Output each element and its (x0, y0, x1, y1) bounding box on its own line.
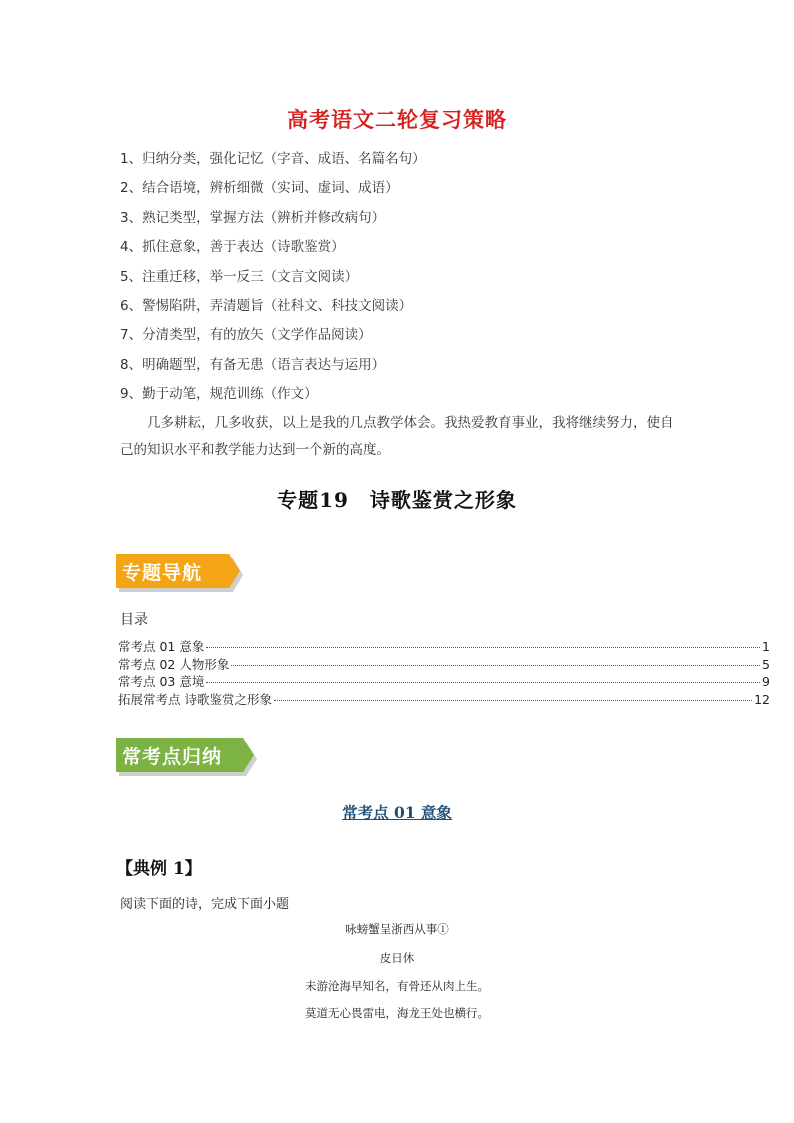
section-title[interactable]: 常考点 01 意象 (342, 803, 452, 822)
strategy-item: 2、结合语境，辨析细微（实词、虚词、成语） (120, 180, 399, 197)
toc-entry-page: 9 (762, 674, 770, 689)
strategy-item: 4、抓住意象，善于表达（诗歌鉴赏） (120, 239, 345, 256)
document-title: 高考语文二轮复习策略 (287, 108, 507, 132)
toc-entry[interactable] (118, 673, 770, 691)
banner-label: 专题导航 (122, 562, 203, 584)
toc-entry-page: 5 (762, 656, 770, 672)
strategy-list (120, 148, 426, 413)
toc-entry-label: 常考点 03 意境 (118, 674, 205, 689)
example-instruction: 阅读下面的诗，完成下面小题 (120, 897, 290, 912)
strategy-item: 9、勤于动笔，规范训练（作文） (120, 386, 318, 403)
toc-leader-dots (206, 647, 760, 648)
closing-paragraph (120, 410, 680, 464)
toc-leader-dots (206, 682, 760, 683)
strategy-item: 3、熟记类型，掌握方法（辨析并修改病句） (120, 209, 386, 226)
strategy-item: 7、分清类型，有的放矢（文学作品阅读） (120, 327, 372, 344)
strategy-item: 6、警惕陷阱，弄清题旨（社科文、科技文阅读） (120, 297, 413, 314)
strategy-item: 8、明确题型，有备无患（语言表达与运用） (120, 356, 386, 373)
banner-label: 常考点归纳 (122, 746, 223, 768)
toc-entry-page: 1 (762, 639, 770, 654)
topic-nav-banner (116, 553, 246, 589)
toc-entry[interactable] (118, 638, 770, 656)
poem-line: 未游沧海早知名，有骨还从肉上生。 (305, 979, 489, 993)
example-label: 【典例 1】 (116, 859, 202, 879)
toc-entry-label: 常考点 01 意象 (118, 639, 205, 654)
table-of-contents (118, 638, 770, 708)
strategy-item: 1、归纳分类，强化记忆（字音、成语、名篇名句） (120, 151, 426, 167)
poem-title: 咏螃蟹呈浙西从事① (345, 922, 449, 936)
toc-leader-dots (231, 665, 760, 666)
poem-author: 皮日休 (379, 951, 415, 965)
key-points-banner (116, 737, 261, 773)
closing-paragraph-text: 几多耕耘，几多收获，以上是我的几点教学体会。我热爱教育事业，我将继续努力，使自己的知识水平和教学能力达到一个新的高度。 (120, 415, 674, 458)
toc-entry-label: 拓展常考点 诗歌鉴赏之形象 (118, 691, 272, 707)
toc-leader-dots (274, 700, 752, 701)
toc-heading: 目录 (120, 612, 148, 628)
toc-entry-label: 常考点 02 人物形象 (118, 656, 230, 672)
toc-entry[interactable] (118, 691, 770, 709)
topic-title: 专题19 诗歌鉴赏之形象 (277, 488, 517, 512)
toc-entry-page: 12 (754, 691, 770, 707)
strategy-item: 5、注重迁移，举一反三（文言文阅读） (120, 268, 359, 285)
toc-entry[interactable] (118, 656, 770, 674)
poem-line: 莫道无心畏雷电，海龙王处也横行。 (305, 1006, 489, 1020)
